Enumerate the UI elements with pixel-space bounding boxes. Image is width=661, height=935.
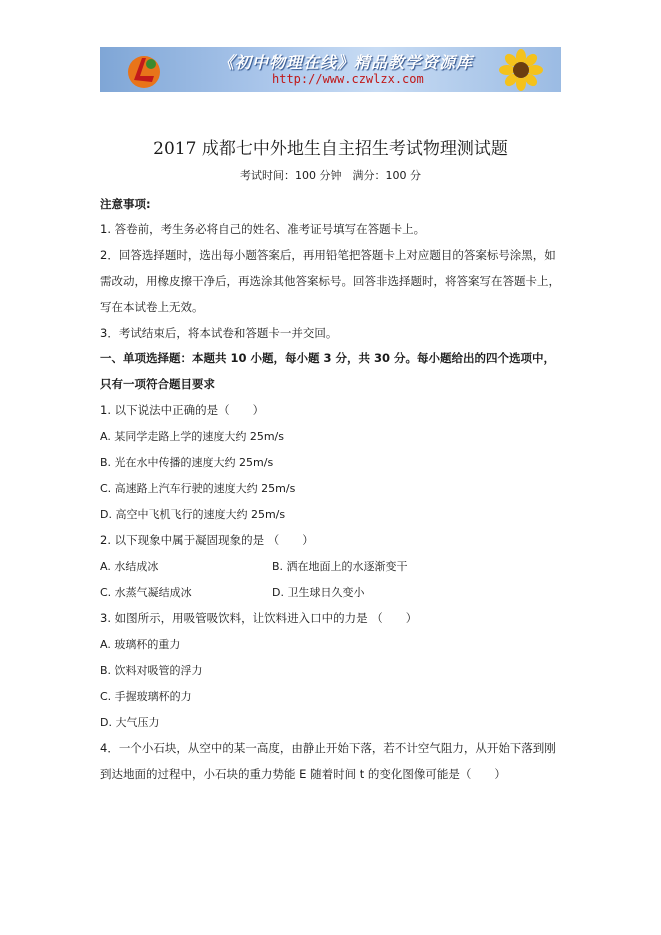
section-heading: 一、单项选择题：本题共 10 小题，每小题 3 分，共 30 分。每小题给出的四个选项中， <box>100 351 556 365</box>
question-3-option-c: C. 手握玻璃杯的力 <box>100 690 192 703</box>
question-3-option-d: D. 大气压力 <box>100 716 160 729</box>
notes-heading: 注意事项: <box>100 197 151 211</box>
banner-title: 《初中物理在线》精品教学资源库 <box>218 53 474 72</box>
note-item: 2．回答选择题时，选出每小题答案后，再用铅笔把答题卡上对应题目的答案标号涂黑，如 <box>100 248 556 262</box>
question-1-option-d: D. 高空中飞机飞行的速度大约 25m/s <box>100 508 286 521</box>
question-1-stem: 1. 以下说法中正确的是（ ） <box>100 403 265 417</box>
question-4-stem: 4．一个小石块，从空中的某一高度，由静止开始下落，若不计空气阻力，从开始下落到刚 <box>100 741 556 755</box>
question-2-option-d: D. 卫生球日久变小 <box>272 586 365 599</box>
question-1-option-a: A. 某同学走路上学的速度大约 25m/s <box>100 430 284 443</box>
document-title: 2017 成都七中外地生自主招生考试物理测试题 <box>153 139 508 159</box>
question-2-option-a: A. 水结成冰 <box>100 560 159 573</box>
note-item: 写在本试卷上无效。 <box>100 300 204 314</box>
question-3-stem: 3. 如图所示，用吸管吸饮料，让饮料进入口中的力是 （ ） <box>100 611 418 625</box>
question-4-stem-cont: 到达地面的过程中，小石块的重力势能 E 随着时间 t 的变化图像可能是（ ） <box>100 767 506 781</box>
question-2-option-b: B. 洒在地面上的水逐渐变干 <box>272 560 408 573</box>
note-item: 需改动，用橡皮擦干净后，再选涂其他答案标号。回答非选择题时，将答案写在答题卡上， <box>100 274 560 288</box>
note-item: 3．考试结束后，将本试卷和答题卡一并交回。 <box>100 326 338 340</box>
section-heading-cont: 只有一项符合题目要求 <box>100 377 215 391</box>
question-2-option-c: C. 水蒸气凝结成冰 <box>100 586 192 599</box>
question-3-option-a: A. 玻璃杯的重力 <box>100 638 181 651</box>
logo-icon <box>124 50 164 90</box>
header-banner <box>100 47 561 92</box>
question-3-option-b: B. 饮料对吸管的浮力 <box>100 664 203 677</box>
question-1-option-b: B. 光在水中传播的速度大约 25m/s <box>100 456 274 469</box>
note-item: 1. 答卷前，考生务必将自己的姓名、准考证号填写在答题卡上。 <box>100 222 426 236</box>
banner-url: http://www.czwlzx.com <box>272 72 424 86</box>
exam-info: 考试时间：100 分钟 满分：100 分 <box>240 169 421 182</box>
question-2-stem: 2. 以下现象中属于凝固现象的是 （ ） <box>100 533 314 547</box>
sunflower-icon <box>493 49 549 91</box>
question-1-option-c: C. 高速路上汽车行驶的速度大约 25m/s <box>100 482 296 495</box>
